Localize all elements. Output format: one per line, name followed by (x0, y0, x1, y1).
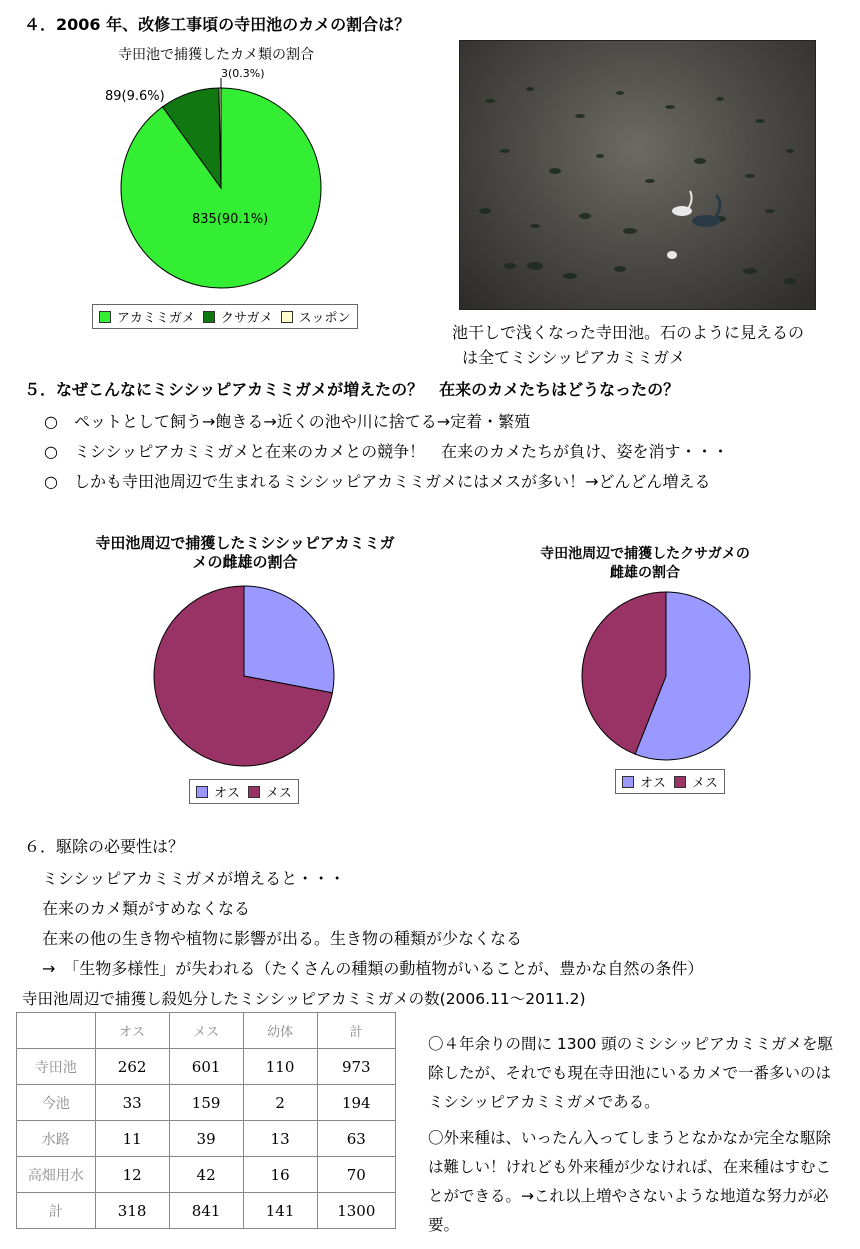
table-cell: 2 (243, 1085, 317, 1121)
pie-label-akamimi: 835(90.1%) (192, 212, 269, 227)
table-cell: 973 (317, 1049, 395, 1085)
chart-2-legend (189, 779, 299, 804)
legend-swatch-female (248, 786, 260, 798)
legend-swatch-akamimi (99, 311, 111, 323)
section-6-line-4: → 「生物多様性」が失われる（たくさんの種類の動植物がいることが、豊かな自然の条件） (42, 959, 704, 978)
legend-swatch-suppon (281, 311, 293, 323)
legend-label-suppon: スッポン (298, 311, 351, 326)
pie-label-suppon: 3(0.3%) (221, 67, 265, 80)
table-row (17, 1085, 396, 1121)
chart-2-title-line-1: 寺田池周辺で捕獲したミシシッピアカミミガ (95, 534, 395, 552)
table-cell: 13 (243, 1121, 317, 1157)
pond-photo (459, 40, 816, 310)
table-cell: 841 (169, 1193, 243, 1229)
table-cell: 11 (95, 1121, 169, 1157)
table-row (17, 1049, 396, 1085)
section-5-bullet-3: ○ しかも寺田池周辺で生まれるミシシッピアカミミガメにはメスが多い！→どんどん増える (44, 472, 711, 491)
chart-3-title-line-1: 寺田池周辺で捕獲したクサガメの (540, 546, 750, 562)
legend-swatch-female-2 (674, 776, 686, 788)
table-cell: 33 (95, 1085, 169, 1121)
legend-label-male: オス (214, 786, 240, 801)
chart-1-title: 寺田池で捕獲したカメ類の割合 (118, 47, 314, 63)
pie-label-kusagame: 89(9.6%) (105, 89, 165, 104)
chart-2-title-line-2: メの雌雄の割合 (192, 553, 298, 571)
table-cell: 16 (243, 1157, 317, 1193)
table-title: 寺田池周辺で捕獲し殺処分したミシシッピアカミミガメの数(2006.11～2011.2) (22, 990, 586, 1008)
section-6-line-3: 在来の他の生き物や植物に影響が出る。生き物の種類が少なくなる (42, 929, 523, 948)
table-row-header: 水路 (17, 1121, 96, 1157)
legend-label-female-2: メス (691, 776, 718, 791)
legend-label-female: メス (265, 786, 292, 801)
legend-swatch-male (196, 786, 208, 798)
table-cell: 318 (95, 1193, 169, 1229)
legend-swatch-kusagame (203, 311, 215, 323)
table-cell: 42 (169, 1157, 243, 1193)
photo-caption-line-1: 池干しで浅くなった寺田池。石のように見えるの (452, 323, 805, 342)
table-header-cell: オス (95, 1013, 169, 1049)
photo-caption-line-2: は全てミシシッピアカミミガメ (462, 348, 686, 367)
table-row (17, 1157, 396, 1193)
section-5-bullet-2: ○ ミシシッピアカミミガメと在来のカメとの競争！ 在来のカメたちが負け、姿を消す・・・ (44, 442, 729, 461)
table-row-header: 高畑用水 (17, 1157, 96, 1193)
table-row-header: 計 (17, 1193, 96, 1229)
table-row-header: 寺田池 (17, 1049, 96, 1085)
table-header-cell: メス (169, 1013, 243, 1049)
table-row (17, 1193, 396, 1229)
table-cell: 39 (169, 1121, 243, 1157)
section-6-heading: ６．駆除の必要性は？ (24, 837, 185, 856)
chart-2-title (60, 534, 430, 572)
legend-swatch-male-2 (622, 776, 634, 788)
section-6-line-2: 在来のカメ類がすめなくなる (42, 899, 251, 918)
legend-label-male-2: オス (640, 776, 666, 791)
table-header-cell (17, 1013, 96, 1049)
chart-1-legend (92, 304, 358, 329)
table-header-row (17, 1013, 396, 1049)
chart-3-title-line-2: 雌雄の割合 (610, 565, 680, 581)
paragraph-1: 〇４年余りの間に 1300 頭のミシシッピアカミミガメを駆除したが、それでも現在寺田池にいるカメで一番多いのはミシシッピアカミミガメである。 (428, 1035, 833, 1111)
table-cell: 141 (243, 1193, 317, 1229)
table-header-cell: 計 (317, 1013, 395, 1049)
legend-label-kusagame: クサガメ (220, 311, 273, 326)
table-cell: 1300 (317, 1193, 395, 1229)
chart-3-title (520, 545, 770, 583)
table-cell: 63 (317, 1121, 395, 1157)
table-cell: 12 (95, 1157, 169, 1193)
akamimi-sex-ratio-pie-chart (150, 582, 340, 772)
section-4-heading: ４．2006 年、改修工事頃の寺田池のカメの割合は？ (24, 15, 411, 34)
table-header-cell: 幼体 (243, 1013, 317, 1049)
table-cell: 601 (169, 1049, 243, 1085)
section-5-heading: ５．なぜこんなにミシシッピアカミミガメが増えたの？ 在来のカメたちはどうなったの？ (24, 380, 680, 399)
table-cell: 194 (317, 1085, 395, 1121)
table-row-header: 今池 (17, 1085, 96, 1121)
chart-3-legend (615, 769, 725, 794)
paragraph-2: 〇外来種は、いったん入ってしまうとなかなか完全な駆除は難しい！けれども外来種が少なければ、在来種はすむことができる。→これ以上増やさないような地道な努力が必要。 (428, 1129, 832, 1234)
section-6-line-1: ミシシッピアカミミガメが増えると・・・ (42, 869, 346, 888)
table-cell: 110 (243, 1049, 317, 1085)
pond-photo-illustration (460, 41, 815, 309)
photo-caption (452, 320, 804, 370)
legend-label-akamimi: アカミミガメ (117, 311, 195, 326)
table-cell: 262 (95, 1049, 169, 1085)
akamimi-sex-pie-slice-0 (244, 586, 334, 693)
table-cell: 159 (169, 1085, 243, 1121)
table-cell: 70 (317, 1157, 395, 1193)
kusagame-sex-ratio-pie-chart (580, 590, 754, 764)
table-row (17, 1121, 396, 1157)
culled-turtles-table (16, 1012, 396, 1229)
section-5-bullet-1: ○ ペットとして飼う→飽きる→近くの池や川に捨てる→定着・繁殖 (44, 412, 531, 431)
